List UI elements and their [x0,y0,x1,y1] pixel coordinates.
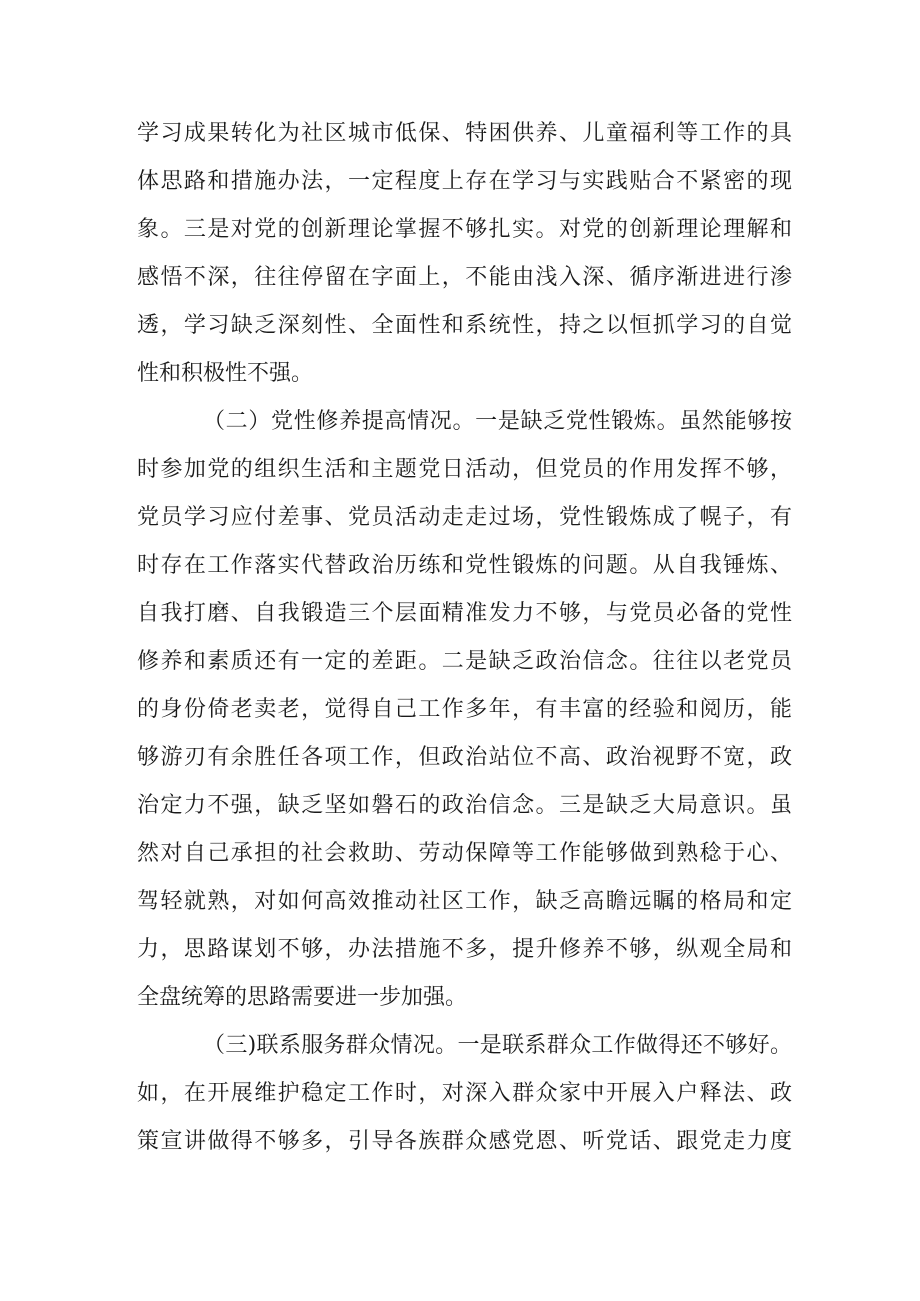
body-line: 策宣讲做得不够多，引导各族群众感党恩、听党话、跟党走力度 [137,1129,792,1154]
body-line: 然对自己承担的社会救助、劳动保障等工作能够做到熟稔于心、 [137,841,792,866]
body-line: 全盘统筹的思路需要进一步加强。 [137,985,468,1010]
body-line: 自我打磨、自我锻造三个层面精准发力不够，与党员必备的党性 [137,601,792,626]
body-line: 驾轻就熟，对如何高效推动社区工作，缺乏高瞻远瞩的格局和定 [137,889,792,914]
body-line: 透，学习缺乏深刻性、全面性和系统性，持之以恒抓学习的自觉 [137,313,792,338]
body-line: 治定力不强，缺乏坚如磐石的政治信念。三是缺乏大局意识。虽 [137,793,792,818]
document-body [137,110,792,1166]
body-line: 够游刃有余胜任各项工作，但政治站位不高、政治视野不宽，政 [137,745,792,770]
section-heading-line: （三)联系服务群众情况。一是联系群众工作做得还不够好。 [203,1033,792,1058]
body-line: 象。三是对党的创新理论掌握不够扎实。对党的创新理论理解和 [137,217,792,242]
section-heading-line: （二）党性修养提高情况。一是缺乏党性锻炼。虽然能够按 [203,409,792,434]
body-line: 感悟不深，往往停留在字面上，不能由浅入深、循序渐进进行渗 [137,265,792,290]
body-line: 修养和素质还有一定的差距。二是缺乏政治信念。往往以老党员 [137,649,792,674]
body-line: 时参加党的组织生活和主题党日活动，但党员的作用发挥不够， [137,457,792,482]
body-line: 如，在开展维护稳定工作时，对深入群众家中开展入户释法、政 [137,1081,792,1106]
body-line: 时存在工作落实代替政治历练和党性锻炼的问题。从自我锤炼、 [137,553,792,578]
body-line: 力，思路谋划不够，办法措施不多，提升修养不够，纵观全局和 [137,937,792,962]
body-line: 性和积极性不强。 [137,361,314,386]
body-line: 的身份倚老卖老，觉得自己工作多年，有丰富的经验和阅历，能 [137,697,792,722]
body-line: 体思路和措施办法，一定程度上存在学习与实践贴合不紧密的现 [137,169,792,194]
body-line: 学习成果转化为社区城市低保、特困供养、儿童福利等工作的具 [137,121,792,146]
body-line: 党员学习应付差事、党员活动走走过场，党性锻炼成了幌子，有 [137,505,792,530]
